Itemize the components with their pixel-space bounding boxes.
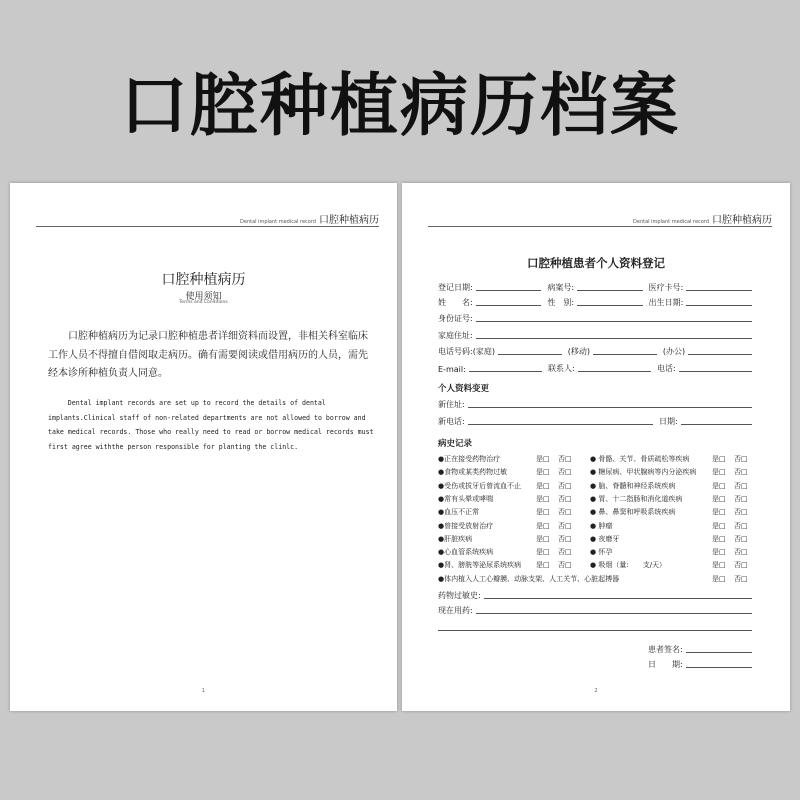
no-checkbox[interactable]: 否□ [558, 561, 572, 570]
contact-field[interactable] [578, 371, 651, 372]
condition-label: ●正在接受药物治疗 [438, 455, 501, 463]
id-field[interactable] [476, 321, 752, 322]
tel-label: 电话: [657, 364, 676, 373]
mobile-label: (移动) [567, 347, 591, 356]
history-row [438, 560, 752, 573]
form-row [438, 312, 752, 324]
no-checkbox[interactable]: 否□ [734, 468, 748, 477]
condition-label: ● 怀孕 [590, 548, 613, 557]
history-row [438, 534, 752, 547]
history-row [438, 521, 752, 534]
gender-field[interactable] [577, 305, 643, 306]
gender-label: 性 别: [547, 298, 575, 307]
form-row [438, 329, 752, 341]
condition-label: ●肝脏疾病 [438, 534, 473, 543]
yes-checkbox[interactable]: 是□ [536, 534, 550, 543]
contact-label: 联系人: [548, 364, 575, 373]
no-checkbox[interactable]: 否□ [734, 561, 748, 570]
condition-label: ●心血管系统疾病 [438, 548, 494, 557]
page-right [402, 183, 790, 711]
change-date-field[interactable] [681, 424, 752, 425]
office-label: (办公) [662, 347, 686, 356]
subtitle-en: Terms and Conditions [179, 300, 228, 305]
no-checkbox[interactable]: 否□ [558, 455, 572, 463]
header-zh: 口腔种植病历 [319, 215, 379, 226]
form-row [438, 281, 752, 293]
no-checkbox[interactable]: 否□ [558, 481, 572, 490]
id-label: 身份证号: [438, 314, 473, 323]
no-checkbox[interactable]: 否□ [558, 494, 572, 503]
form-row [438, 398, 752, 410]
yes-checkbox[interactable]: 是□ [536, 508, 550, 517]
card-no-field[interactable] [686, 290, 752, 291]
condition-label: ● 糖尿病、甲状腺病等内分泌疾病 [590, 468, 697, 477]
condition-label: ●曾接受放射治疗 [438, 521, 494, 530]
yes-checkbox[interactable]: 是□ [536, 468, 550, 477]
meds-label: 现在用药: [438, 606, 473, 615]
banner-title: 口腔种植病历档案 [119, 67, 680, 146]
office-field[interactable] [688, 354, 752, 355]
condition-label: ●受伤或拔牙后曾流血不止 [438, 481, 522, 490]
condition-label: ● 吸烟（量: 支/天） [590, 561, 667, 570]
yes-checkbox[interactable]: 是□ [712, 508, 726, 517]
no-checkbox[interactable]: 否□ [734, 508, 748, 517]
form-row [438, 589, 752, 601]
yes-checkbox[interactable]: 是□ [712, 574, 726, 583]
allergy-field[interactable] [484, 598, 752, 599]
case-no-label: 病案号: [547, 283, 575, 292]
sign-date-label: 日 期: [648, 660, 683, 669]
form-title: 口腔种植患者个人资料登记 [527, 256, 665, 270]
header-divider [36, 226, 379, 227]
email-field[interactable] [469, 371, 542, 372]
yes-checkbox[interactable]: 是□ [536, 521, 550, 530]
yes-checkbox[interactable]: 是□ [536, 548, 550, 557]
no-checkbox[interactable]: 否□ [734, 455, 748, 463]
condition-label: ● 鼻、鼻窦和呼吸系统疾病 [590, 508, 676, 517]
header-zh: 口腔种植病历 [712, 215, 772, 226]
form-row [438, 604, 752, 616]
no-checkbox[interactable]: 否□ [734, 574, 748, 583]
condition-label: ● 夜磨牙 [590, 534, 620, 543]
yes-checkbox[interactable]: 是□ [712, 481, 726, 490]
address-label: 家庭住址: [438, 331, 473, 340]
yes-checkbox[interactable]: 是□ [536, 455, 550, 463]
name-label: 姓 名: [438, 298, 473, 307]
history-row [438, 494, 752, 507]
no-checkbox[interactable]: 否□ [558, 548, 572, 557]
signature-field[interactable] [686, 652, 752, 653]
no-checkbox[interactable]: 否□ [734, 481, 748, 490]
yes-checkbox[interactable]: 是□ [536, 481, 550, 490]
no-checkbox[interactable]: 否□ [734, 548, 748, 557]
condition-label: ● 肿瘤 [590, 521, 613, 530]
meds-field[interactable] [476, 613, 752, 614]
page-number: 2 [594, 688, 598, 694]
tel-field[interactable] [679, 371, 752, 372]
header-en: Dental implant medical record [633, 219, 709, 225]
yes-checkbox[interactable]: 是□ [712, 534, 726, 543]
new-address-label: 新住址: [438, 400, 465, 409]
change-heading: 个人资料变更 [438, 384, 490, 394]
card-no-label: 医疗卡号: [648, 283, 684, 292]
yes-checkbox[interactable]: 是□ [712, 521, 726, 530]
yes-checkbox[interactable]: 是□ [536, 494, 550, 503]
no-checkbox[interactable]: 否□ [558, 508, 572, 517]
page-number: 1 [201, 688, 206, 694]
sign-date-field[interactable] [686, 667, 752, 668]
running-header [633, 211, 772, 226]
subtitle: 使用须知 [185, 292, 222, 302]
no-checkbox[interactable]: 否□ [558, 521, 572, 530]
condition-label: ●血压不正常 [438, 508, 480, 517]
form-row [648, 658, 752, 670]
header-divider [428, 226, 772, 227]
yes-checkbox[interactable]: 是□ [536, 561, 550, 570]
form-row [438, 362, 752, 374]
change-date-label: 日期: [659, 417, 678, 426]
mobile-field[interactable] [593, 354, 657, 355]
condition-label: ●体内植入人工心瓣膜、动脉支架、人工关节、心脏起搏器 [438, 574, 620, 583]
no-checkbox[interactable]: 否□ [734, 521, 748, 530]
header-en: Dental implant medical record [240, 219, 316, 225]
signature-label: 患者签名: [648, 645, 683, 654]
no-checkbox[interactable]: 否□ [734, 494, 748, 503]
page-left [10, 183, 397, 711]
condition-label: ●常有头晕或哮喘 [438, 494, 494, 503]
home-phone-label: 电话号码:(家庭) [438, 347, 495, 356]
condition-label: ● 骨骼、关节、骨质疏松等疾病 [590, 455, 690, 463]
form-row [438, 345, 752, 357]
page-title: 口腔种植病历 [161, 272, 246, 288]
no-checkbox[interactable]: 否□ [558, 534, 572, 543]
notice-en: Dental implant records are set up to record the details of dental implants.Clinical staff of non-related departments are not allowed to borrow and take medical records. Those who really need to read or borrow medical records must first agree withthe person responsible for planting the clinlc. [48, 399, 374, 451]
condition-label: ●食物或某类药物过敏 [438, 468, 508, 477]
condition-label: ● 胃、十二指肠和消化道疾病 [590, 494, 683, 503]
address-field[interactable] [476, 338, 752, 339]
form-row [438, 296, 752, 308]
email-label: E-mail: [438, 365, 466, 374]
history-heading: 病史记录 [438, 439, 473, 449]
yes-checkbox[interactable]: 是□ [712, 455, 726, 463]
extra-line[interactable] [438, 630, 752, 631]
form-row [438, 415, 752, 427]
history-row [438, 481, 752, 494]
case-no-field[interactable] [577, 290, 643, 291]
reg-date-label: 登记日期: [438, 283, 473, 292]
birth-label: 出生日期: [648, 298, 684, 307]
yes-checkbox[interactable]: 是□ [712, 561, 726, 570]
form-row [648, 643, 752, 655]
name-field[interactable] [476, 305, 542, 306]
no-checkbox[interactable]: 否□ [558, 468, 572, 477]
running-header [240, 211, 379, 226]
new-phone-label: 新电话: [438, 417, 465, 426]
new-phone-field[interactable] [468, 424, 653, 425]
yes-checkbox[interactable]: 是□ [712, 494, 726, 503]
birth-field[interactable] [686, 305, 752, 306]
yes-checkbox[interactable]: 是□ [712, 468, 726, 477]
history-row [438, 574, 752, 587]
yes-checkbox[interactable]: 是□ [712, 548, 726, 557]
history-row [438, 547, 752, 560]
new-address-field[interactable] [468, 407, 752, 408]
history-row [438, 467, 752, 480]
condition-label: ●肾、膀胱等泌尿系统疾病 [438, 561, 522, 570]
allergy-label: 药物过敏史: [438, 591, 481, 600]
notice-zh: 口腔种植病历为记录口腔种植患者详细资料而设置，非相关科室临床工作人员不得擅自借阅取走病历。确有需要阅读或借用病历的人员，需先经本诊所种植负责人同意。 [48, 331, 368, 379]
history-row [438, 454, 752, 467]
history-row [438, 507, 752, 520]
reg-date-field[interactable] [476, 290, 542, 291]
condition-label: ● 脑、脊髓和神经系统疾病 [590, 481, 676, 490]
home-phone-field[interactable] [498, 354, 562, 355]
no-checkbox[interactable]: 否□ [734, 534, 748, 543]
